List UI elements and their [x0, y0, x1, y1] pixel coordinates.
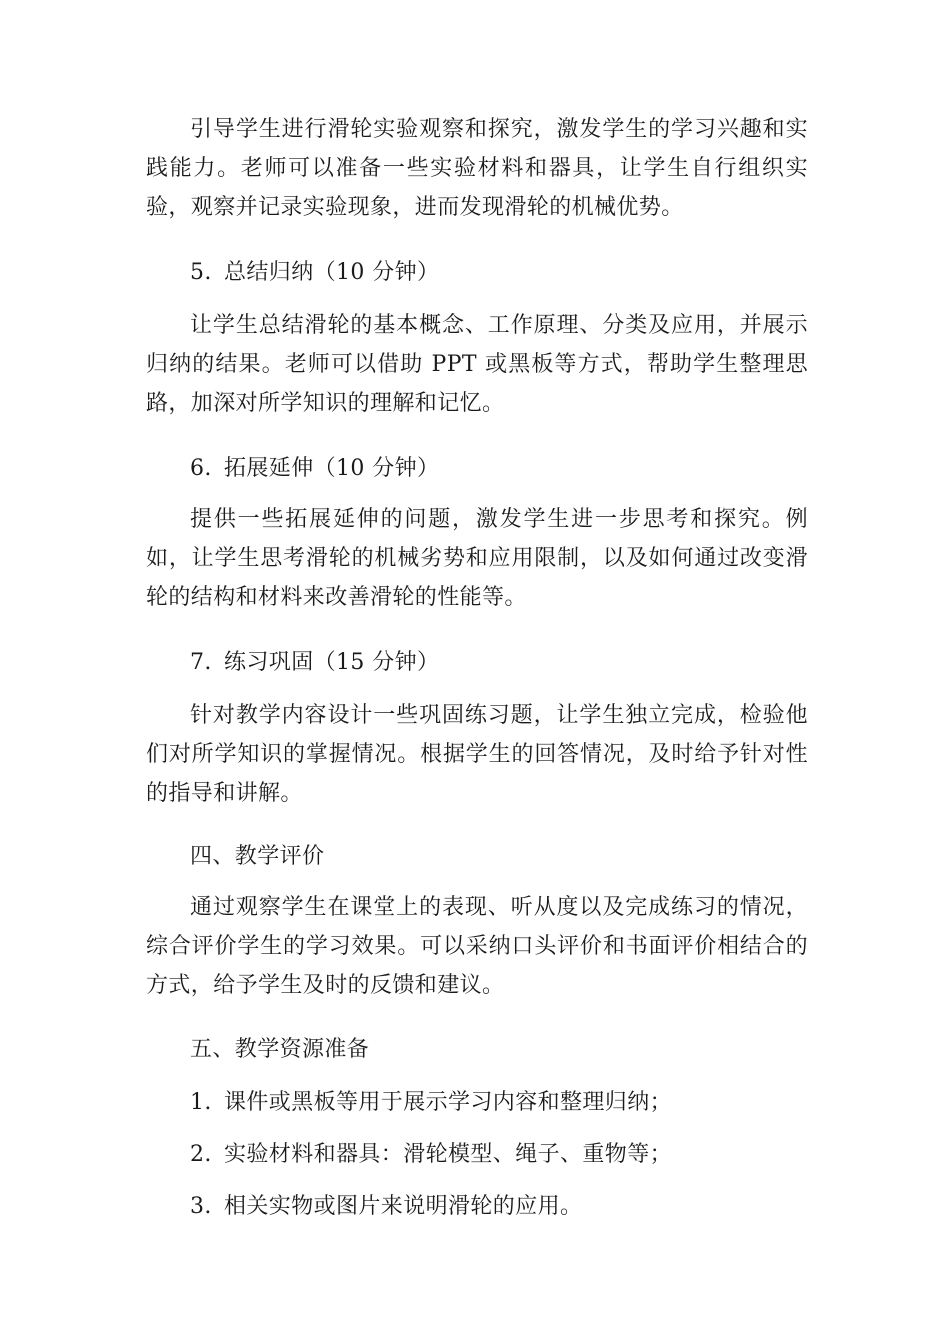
list-number: 1.	[190, 1090, 212, 1115]
resource-item-2	[190, 1135, 810, 1174]
list-text: 课件或黑板等用于展示学习内容和整理归纳；	[224, 1090, 673, 1115]
paragraph-summary: 让学生总结滑轮的基本概念、工作原理、分类及应用，并展示归纳的结果。老师可以借助 PPT 或黑板等方式，帮助学生整理思路，加深对所学知识的理解和记忆。	[146, 313, 808, 416]
resource-item-1	[190, 1083, 810, 1122]
paragraph-experiment: 引导学生进行滑轮实验观察和探究，激发学生的学习兴趣和实践能力。老师可以准备一些实验材料和器具，让学生自行组织实验，观察并记录实验现象，进而发现滑轮的机械优势。	[146, 117, 808, 220]
paragraph-evaluation: 通过观察学生在课堂上的表现、听从度以及完成练习的情况，综合评价学生的学习效果。可以采纳口头评价和书面评价相结合的方式，给予学生及时的反馈和建议。	[146, 895, 808, 998]
heading-step-5	[190, 253, 810, 292]
section-heading-resources: 五、教学资源准备	[190, 1037, 370, 1062]
heading-text: 拓展延伸（10 分钟）	[224, 456, 440, 481]
paragraph-extension: 提供一些拓展延伸的问题，激发学生进一步思考和探究。例如，让学生思考滑轮的机械劣势和应用限制，以及如何通过改变滑轮的结构和材料来改善滑轮的性能等。	[146, 507, 808, 610]
list-number: 3.	[190, 1194, 212, 1219]
heading-number: 7.	[190, 650, 212, 675]
list-number: 2.	[190, 1142, 212, 1167]
heading-text: 总结归纳（10 分钟）	[224, 260, 440, 285]
heading-text: 练习巩固（15 分钟）	[224, 650, 440, 675]
heading-step-7	[190, 643, 810, 682]
list-text: 相关实物或图片来说明滑轮的应用。	[224, 1194, 583, 1219]
paragraph-practice: 针对教学内容设计一些巩固练习题，让学生独立完成，检验他们对所学知识的掌握情况。根据学生的回答情况，及时给予针对性的指导和讲解。	[146, 703, 808, 806]
resource-item-3	[190, 1187, 810, 1226]
heading-step-6	[190, 449, 810, 488]
heading-number: 5.	[190, 260, 212, 285]
section-heading-evaluation: 四、教学评价	[190, 844, 325, 869]
list-text: 实验材料和器具：滑轮模型、绳子、重物等；	[224, 1142, 673, 1167]
heading-number: 6.	[190, 456, 212, 481]
